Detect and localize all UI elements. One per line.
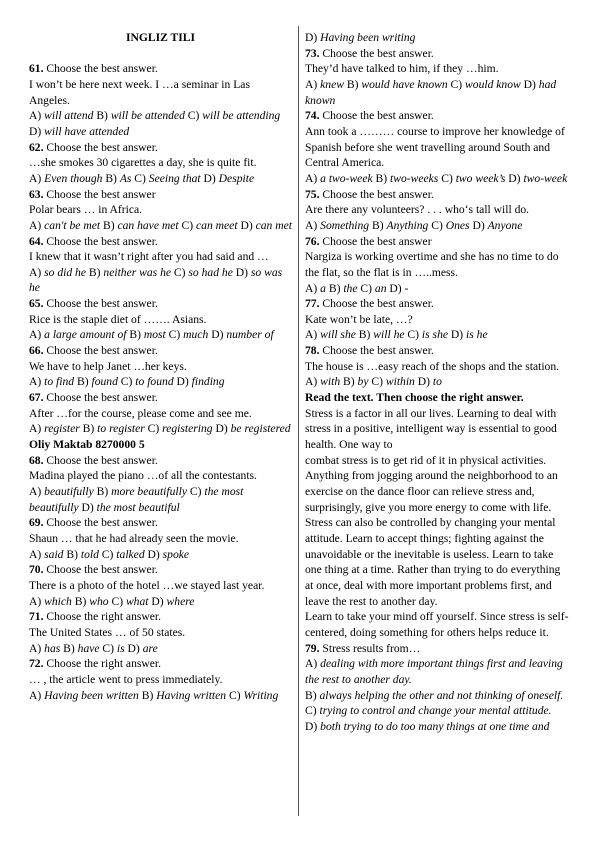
option-text: Something	[320, 218, 370, 232]
option-letter: D)	[144, 547, 163, 561]
answer-options	[305, 327, 569, 343]
question-text: There is a photo of the hotel …we stayed last year.	[29, 578, 265, 592]
option-letter: A)	[29, 218, 45, 232]
option-text: by	[357, 375, 369, 389]
option-letter: C)	[171, 265, 189, 279]
option-letter: A)	[305, 657, 321, 671]
option-text: where	[166, 594, 195, 608]
option-text: would know	[465, 77, 521, 91]
option-letter: D)	[212, 422, 231, 436]
question-text: Ann took a ……… course to improve her knowledge of Spanish before she went travelling around South and Central America.	[305, 124, 565, 170]
question-text: Kate won’t be late, …?	[305, 312, 413, 326]
answer-options	[305, 688, 569, 704]
option-letter: B)	[86, 265, 104, 279]
answer-options	[29, 374, 292, 390]
option-text: is she	[421, 328, 449, 342]
instruction-text: Choose the right answer.	[43, 657, 162, 671]
option-text: two-weeks	[390, 171, 439, 185]
option-letter: D)	[469, 218, 488, 232]
option-letter: A)	[29, 485, 45, 499]
option-letter: B)	[305, 688, 320, 702]
option-letter: B)	[138, 688, 157, 702]
option-letter: A)	[305, 328, 321, 342]
option-letter: C)	[305, 704, 320, 718]
question-text: Rice is the staple diet of ……. Asians.	[29, 312, 207, 326]
option-letter: D)	[232, 265, 251, 279]
option-letter: D)	[173, 375, 192, 389]
answer-options	[29, 218, 292, 234]
question-text: Shaun … that he had already seen the movie.	[29, 531, 239, 545]
option-text: Having been written	[44, 688, 139, 702]
question-number: 64.	[29, 234, 44, 248]
instruction-text: Choose the best answer.	[43, 391, 158, 405]
option-text: will be attending	[202, 109, 281, 123]
option-text: so had he	[188, 265, 233, 279]
option-text: what	[125, 594, 149, 608]
question-number: 73.	[305, 46, 320, 60]
answer-options	[305, 30, 569, 46]
option-letter: C)	[117, 375, 136, 389]
option-text: two week’s	[455, 171, 506, 185]
option-text: the most beautiful	[96, 500, 180, 514]
instruction-text: Choose the best answer.	[319, 187, 434, 201]
option-text: a two-week	[320, 171, 373, 185]
option-text: spoke	[162, 547, 190, 561]
instruction-text: Choose the best answer.	[319, 344, 434, 358]
answer-options	[29, 108, 292, 139]
option-letter: C)	[98, 547, 117, 561]
option-letter: C)	[357, 281, 375, 295]
instruction-text: Choose the best answer.	[43, 297, 158, 311]
answer-options	[305, 171, 569, 187]
option-letter: C)	[187, 485, 205, 499]
option-text: registering	[162, 422, 213, 436]
answer-options	[305, 703, 569, 719]
question-text: Are there any volunteers? . . . who‘s tall will do.	[305, 203, 530, 217]
question-number: 77.	[305, 297, 320, 311]
question-instruction	[29, 656, 292, 672]
option-letter: A)	[29, 641, 45, 655]
option-text: found	[91, 375, 118, 389]
instruction-text: Choose the best answer.	[43, 234, 158, 248]
right-column	[305, 30, 569, 735]
option-text: As	[119, 171, 132, 185]
option-text: Having written	[156, 688, 227, 702]
question-instruction	[29, 140, 292, 156]
instruction-text: Choose the best answer.	[319, 109, 434, 123]
option-text: can meet	[196, 218, 238, 232]
option-letter: B)	[93, 485, 112, 499]
instruction-text: Choose the best answer.	[43, 140, 158, 154]
question-instruction	[29, 562, 292, 578]
option-letter: A)	[29, 375, 45, 389]
option-text: which	[44, 594, 72, 608]
option-letter: D)	[29, 124, 45, 138]
option-letter: D)	[505, 171, 524, 185]
option-letter: D)	[78, 500, 97, 514]
question-instruction	[305, 343, 569, 359]
option-letter: B)	[100, 218, 118, 232]
option-letter: C)	[368, 375, 386, 389]
question-instruction	[29, 515, 292, 531]
question-text: Polar bears … in Africa.	[29, 203, 143, 217]
question-number: 72.	[29, 657, 44, 671]
question-instruction	[29, 609, 292, 625]
option-letter: D)	[448, 328, 467, 342]
option-letter: C)	[184, 109, 203, 123]
question-instruction	[305, 641, 569, 657]
option-letter: D)	[124, 641, 143, 655]
option-text: to found	[135, 375, 174, 389]
answer-options	[29, 688, 292, 704]
page-title: INGLIZ TILI	[125, 31, 196, 44]
option-letter: C)	[404, 328, 422, 342]
option-text: a large amount of	[44, 328, 127, 342]
option-letter: B)	[325, 281, 344, 295]
instruction-text: Choose the best answer	[43, 187, 156, 201]
question-number: 78.	[305, 344, 320, 358]
instruction-text: Stress results from…	[319, 641, 421, 655]
option-letter: B)	[372, 171, 391, 185]
option-letter: D)	[208, 328, 227, 342]
option-letter: D)	[200, 171, 219, 185]
option-letter: A)	[29, 171, 45, 185]
question-instruction	[29, 234, 292, 250]
option-letter: C)	[165, 328, 184, 342]
answer-options	[29, 171, 292, 187]
answer-options	[29, 265, 292, 296]
option-text: two-week	[523, 171, 568, 185]
question-number: 75.	[305, 187, 320, 201]
option-letter: D)	[237, 218, 256, 232]
question-instruction	[305, 296, 569, 312]
question-text: Madina played the piano …of all the contestants.	[29, 469, 257, 483]
option-text: a	[320, 281, 326, 295]
option-text: beautifully	[44, 485, 94, 499]
question-text: Learn to take your mind off yourself. Since stress is self-centered, doing something for others helps reduce it.	[305, 610, 569, 639]
instruction-text: Choose the best answer.	[43, 62, 158, 76]
answer-options	[305, 218, 569, 234]
question-number: 71.	[29, 610, 44, 624]
option-text: neither was he	[103, 265, 172, 279]
question-number: 66.	[29, 344, 44, 358]
question-text: … , the article went to press immediately.	[29, 672, 223, 686]
option-text: said	[44, 547, 64, 561]
option-text: -	[404, 281, 409, 295]
option-letter: C)	[178, 218, 197, 232]
question-instruction	[305, 46, 569, 62]
option-text: has	[44, 641, 61, 655]
question-number: 62.	[29, 140, 44, 154]
option-letter: B)	[126, 328, 144, 342]
option-text: the most beautifully	[29, 485, 244, 514]
option-letter: C)	[447, 77, 466, 91]
option-letter: B)	[93, 109, 111, 123]
option-letter: B)	[79, 422, 98, 436]
option-text: most	[143, 328, 166, 342]
option-text: both trying to do too many things at one time and	[320, 719, 550, 733]
option-letter: C)	[226, 688, 244, 702]
instruction-text: Choose the best answer.	[43, 453, 158, 467]
question-number: 70.	[29, 563, 44, 577]
question-instruction	[29, 61, 292, 77]
option-text: will he	[373, 328, 405, 342]
option-text: can met	[255, 218, 292, 232]
option-letter: C)	[438, 171, 456, 185]
option-text: an	[374, 281, 387, 295]
option-text: can't be met	[44, 218, 101, 232]
option-letter: B)	[63, 547, 81, 561]
option-letter: A)	[29, 688, 45, 702]
question-number: 63.	[29, 187, 44, 201]
option-letter: B)	[343, 77, 362, 91]
instruction-text: Choose the right answer.	[43, 610, 162, 624]
option-text: knew	[320, 77, 344, 91]
option-text: within	[385, 375, 415, 389]
option-letter: D)	[414, 375, 433, 389]
answer-options	[29, 327, 292, 343]
option-letter: C)	[428, 218, 446, 232]
option-letter: C)	[131, 171, 149, 185]
option-text: talked	[116, 547, 145, 561]
option-letter: C)	[99, 641, 117, 655]
question-number: 74.	[305, 109, 320, 123]
answer-options	[305, 719, 569, 735]
answer-options	[29, 594, 292, 610]
option-letter: A)	[305, 281, 321, 295]
question-text: I knew that it wasn’t right after you had said and …	[29, 250, 269, 264]
option-text: number of	[226, 328, 274, 342]
option-text: will attend	[44, 109, 94, 123]
option-letter: A)	[305, 218, 321, 232]
option-text: with	[320, 375, 341, 389]
option-text: Even though	[44, 171, 103, 185]
instruction-text: Choose the best answer.	[43, 563, 158, 577]
option-letter: C)	[144, 422, 163, 436]
question-number: 69.	[29, 516, 44, 530]
option-text: are	[142, 641, 158, 655]
question-number: 68.	[29, 453, 44, 467]
option-letter: D)	[520, 77, 539, 91]
option-letter: B)	[355, 328, 374, 342]
option-letter: A)	[29, 328, 45, 342]
option-letter: A)	[29, 547, 45, 561]
option-letter: B)	[340, 375, 358, 389]
option-text: to find	[44, 375, 75, 389]
option-letter: A)	[29, 594, 45, 608]
option-letter: D)	[305, 31, 321, 44]
option-text: who	[89, 594, 109, 608]
option-text: the	[343, 281, 358, 295]
question-instruction	[29, 343, 292, 359]
question-text: They’d have talked to him, if they …him.	[305, 62, 499, 76]
option-letter: C)	[108, 594, 126, 608]
question-instruction	[305, 234, 569, 250]
option-letter: B)	[71, 594, 90, 608]
option-letter: A)	[29, 265, 45, 279]
column-divider	[298, 26, 299, 816]
question-text: Stress is a factor in all our lives. Learning to deal with stress in a positive, intelligent way is essential to good health. One way to	[305, 406, 557, 452]
question-number: 67.	[29, 391, 44, 405]
question-instruction	[305, 108, 569, 124]
option-text: register	[44, 422, 80, 436]
question-text: …she smokes 30 cigarettes a day, she is quite fit.	[29, 156, 257, 170]
option-text: finding	[191, 375, 225, 389]
option-letter: A)	[305, 171, 321, 185]
option-text: to register	[97, 422, 145, 436]
option-text: is he	[466, 328, 488, 342]
option-letter: A)	[305, 77, 321, 91]
option-text: Despite	[218, 171, 255, 185]
section-heading: Read the text. Then choose the right answer.	[305, 391, 524, 405]
instruction-text: Choose the best answer.	[319, 46, 434, 60]
instruction-text: Choose the best answer.	[319, 297, 434, 311]
answer-options	[305, 374, 569, 390]
section-heading: Oliy Maktab 8270000 5	[29, 438, 145, 452]
question-instruction	[29, 187, 292, 203]
question-instruction	[29, 453, 292, 469]
option-text: will she	[320, 328, 356, 342]
question-text: After …for the course, please come and see me.	[29, 406, 252, 420]
option-text: have	[77, 641, 100, 655]
option-letter: D)	[305, 719, 321, 733]
option-letter: A)	[29, 109, 45, 123]
question-text: combat stress is to get rid of it in physical activities. Anything from jogging around the neighborhood to an exercise on the dance floor can relieve stress and, surprisingly, give you more energy to come with life. Stress can also be controlled by changing your mental attitude. Learn to accept things; fighting against the unavoidable or the inevitable is useless. Learn to take one thing at a time. Rather than trying to do everything at once, deal with more important problems first, and leave the rest to another day.	[305, 453, 561, 608]
option-text: so was he	[29, 265, 283, 295]
option-text: Anything	[386, 218, 429, 232]
option-text: more beautifully	[111, 485, 188, 499]
option-text: told	[80, 547, 99, 561]
question-number: 61.	[29, 62, 44, 76]
answer-options	[305, 656, 569, 687]
option-text: had known	[305, 77, 557, 107]
option-letter: D)	[148, 594, 167, 608]
option-text: will be attended	[110, 109, 185, 123]
option-letter: B)	[102, 171, 120, 185]
question-number: 76.	[305, 234, 320, 248]
option-text: would have known	[361, 77, 448, 91]
question-text: We have to help Janet …her keys.	[29, 359, 187, 373]
left-column	[29, 61, 292, 703]
question-instruction	[29, 296, 292, 312]
question-instruction	[29, 390, 292, 406]
answer-options	[29, 421, 292, 437]
option-text: trying to control and change your mental attitude.	[319, 704, 552, 718]
option-text: Seeing that	[148, 171, 201, 185]
question-number: 65.	[29, 297, 44, 311]
answer-options	[29, 641, 292, 657]
option-text: will have attended	[44, 124, 130, 138]
answer-options	[29, 484, 292, 515]
option-letter: B)	[74, 375, 92, 389]
option-text: dealing with more important things first and leaving the rest to another day.	[305, 657, 563, 686]
option-text: be registered	[230, 422, 291, 436]
option-letter: A)	[29, 422, 45, 436]
question-text: The United States … of 50 states.	[29, 625, 186, 639]
question-number: 79.	[305, 641, 320, 655]
option-text: is	[116, 641, 125, 655]
option-letter: D)	[386, 281, 405, 295]
option-letter: A)	[305, 375, 321, 389]
question-instruction	[305, 187, 569, 203]
option-text: much	[183, 328, 209, 342]
question-text: I won’t be here next week. I …a seminar in Las Angeles.	[29, 77, 250, 107]
answer-options	[305, 77, 569, 108]
instruction-text: Choose the best answer.	[43, 344, 158, 358]
option-text: always helping the other and not thinking of oneself.	[319, 688, 564, 702]
option-letter: B)	[60, 641, 78, 655]
instruction-text: Choose the best answer	[319, 234, 432, 248]
option-text: can have met	[117, 218, 179, 232]
question-text: Nargiza is working overtime and she has no time to do the flat, so the flat is in …..mess.	[305, 250, 559, 279]
question-text: The house is …easy reach of the shops and the station.	[305, 359, 560, 373]
option-text: Writing	[243, 688, 279, 702]
option-text: to	[432, 375, 442, 389]
instruction-text: Choose the best answer.	[43, 516, 158, 530]
option-letter: B)	[369, 218, 387, 232]
option-text: Having been writing	[320, 31, 416, 44]
option-text: Anyone	[487, 218, 523, 232]
option-text: Ones	[445, 218, 470, 232]
answer-options	[305, 281, 569, 297]
answer-options	[29, 547, 292, 563]
option-text: so did he	[44, 265, 87, 279]
